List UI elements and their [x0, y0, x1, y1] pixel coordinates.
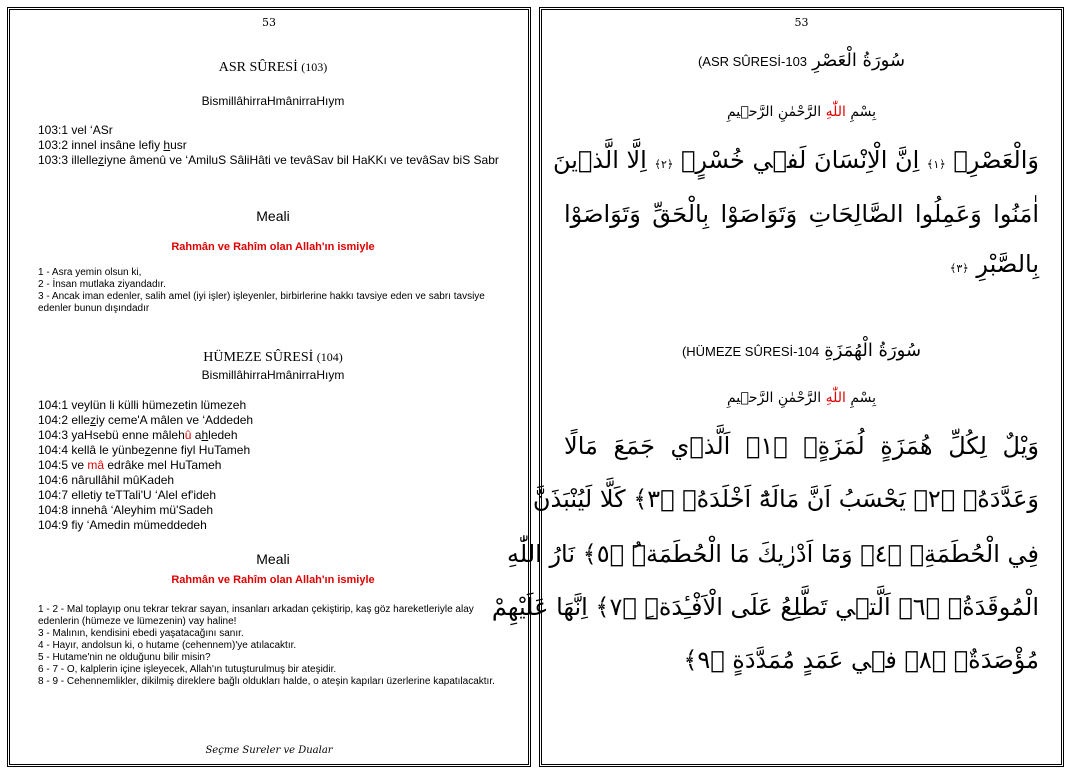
- asr-meaning-1: 1 - Asra yemin olsun ki,: [38, 267, 142, 278]
- asr-arabic-line-1: وَالْعَصْرِۙ ﴿١﴾ اِنَّ الْاِنْسَانَ لَف۪ي خُسْرٍۙ ﴿٢﴾ اِلَّا الَّذ۪ينَ: [552, 146, 1039, 174]
- left-footer: Seçme Sureler ve Dualar: [205, 745, 333, 756]
- asr-heading-arabic: سُورَةُ الْعَصْرِ: [812, 50, 906, 71]
- asr-meanings: [38, 267, 508, 315]
- humeze-verse-2: 104:2 elleziy ceme'A mâlen ve ‘Addedeh: [38, 413, 254, 427]
- asr-meali-heading: Meali: [256, 208, 290, 224]
- asr-verse-1: 103:1 vel ‘ASr: [38, 123, 113, 137]
- humeze-arabic-line-5: مُؤْصَدَةٌۙ ﴿٨﴾ ف۪ي عَمَدٍ مُمَدَّدَةٍ ﴿٩﴾: [683, 646, 1039, 674]
- humeze-arabic-line-3: فِي الْحُطَمَةِۘ ﴿٤﴾ وَمَٓا اَدْرٰيكَ مَا الْحُطَمَةُۜ ﴿٥﴾ نَارُ اللّٰهِ: [507, 540, 1039, 568]
- humeze-arabic-line-4: الْمُوقَدَةُۙ ﴿٦﴾ اَلَّت۪ي تَطَّلِعُ عَلَى الْاَفْـِٔدَةِۜ ﴿٧﴾ اِنَّهَا عَلَيْهِمْ: [491, 593, 1039, 621]
- humeze-meaning-2: 3 - Malının, kendisini ebedi yaşatacağını sanır.: [38, 628, 244, 639]
- humeze-title-number: (104): [316, 350, 343, 364]
- asr-title-number: (103): [301, 60, 328, 74]
- asr-verses: [38, 123, 508, 168]
- left-page-number: 53: [262, 16, 276, 29]
- asr-verse-3: 103:3 illelleziyne âmenû ve ‘AmiluS SâliHâti ve tevâSav bil HaKKı ve tevâSav biS Sabr: [38, 153, 499, 167]
- humeze-arabic-line-2: وَعَدَّدَهُۙ ﴿٢﴾ يَحْسَبُ اَنَّ مَالَهُٓ اَخْلَدَهُۚ ﴿٣﴾ كَلَّا لَيُنْبَذَنَّ: [532, 485, 1039, 513]
- asr-title: [38, 60, 508, 76]
- humeze-meaning-4: 5 - Hutame'nin ne olduğunu bilir misin?: [38, 652, 211, 663]
- asr-bismillah: BismillâhirraHmânirraHıym: [201, 94, 345, 108]
- humeze-verse-6: 104:6 nârullâhil mûKadeh: [38, 473, 175, 487]
- humeze-meali-heading: Meali: [256, 551, 290, 567]
- humeze-meaning-6: 8 - 9 - Cehennemlikler, dikilmiş direklere bağlı oldukları halde, o ateşin kapıları üzerlerine kapatılacaktır.: [38, 676, 495, 687]
- humeze-verse-4: 104:4 kellâ le yünbezenne fiyl HuTameh: [38, 443, 251, 457]
- humeze-bismillah: BismillâhirraHmânirraHıym: [201, 368, 345, 382]
- humeze-verse-8: 104:8 innehâ ‘Aleyhim mü'Sadeh: [38, 503, 214, 517]
- asr-arabic-bismillah: بِسْمِ اللّٰهِ الرَّحْمٰنِ الرَّح۪يمِ: [726, 104, 877, 120]
- humeze-arabic-line-1: وَيْلٌ لِكُلِّ هُمَزَةٍ لُمَزَةٍۙ ﴿١﴾ اَلَّذ۪ي جَمَعَ مَالًا: [564, 432, 1039, 460]
- right-page: [491, 7, 1064, 767]
- humeze-verse-9: 104:9 fiy ‘Amedin mümeddedeh: [38, 518, 207, 532]
- humeze-meaning-5: 6 - 7 - O, kalplerin içine işleyecek, Allah'ın tutuşturulmuş bir ateşidir.: [38, 664, 337, 675]
- asr-title-text: ASR SÛRESİ: [218, 60, 298, 75]
- humeze-heading-latin: (HÜMEZE SÛRESİ-104: [681, 344, 820, 359]
- left-page: [7, 7, 531, 767]
- humeze-meanings: [38, 604, 508, 688]
- asr-rahman-line: Rahmân ve Rahîm olan Allah'ın ismiyle: [171, 241, 375, 253]
- asr-meaning-2: 2 - İnsan mutlaka ziyandadır.: [38, 279, 166, 290]
- humeze-meaning-3: 4 - Hayır, andolsun ki, o hutame (cehennem)'ye atılacaktır.: [38, 640, 297, 651]
- humeze-verse-3: 104:3 yaHsebü enne mâlehû ahledeh: [38, 428, 238, 442]
- right-page-number: 53: [794, 16, 809, 29]
- asr-verse-2: 103:2 innel insâne lefiy husr: [38, 138, 187, 152]
- humeze-arabic-heading: [542, 340, 1061, 361]
- humeze-title: [38, 350, 508, 366]
- asr-meaning-3: 3 - Ancak iman edenler, salih amel (iyi işler) işleyenler, birbirlerine hakkı tavsiye eden ve sabrı tavsiye edenler bunun dışındadır: [38, 291, 485, 314]
- humeze-heading-arabic: سُورَةُ الْهُمَزَةِ: [824, 340, 922, 361]
- asr-arabic-heading: [542, 50, 1061, 71]
- asr-heading-latin: (ASR SÛRESİ-103: [697, 54, 808, 69]
- humeze-arabic-bismillah: بِسْمِ اللّٰهِ الرَّحْمٰنِ الرَّح۪يمِ: [726, 390, 877, 406]
- humeze-verse-5: 104:5 ve mâ edrâke mel HuTameh: [38, 458, 222, 472]
- humeze-rahman-line: Rahmân ve Rahîm olan Allah'ın ismiyle: [171, 574, 375, 586]
- humeze-verses: [38, 398, 508, 533]
- asr-arabic-line-3: بِالصَّبْرِ ﴿٣﴾: [949, 250, 1039, 278]
- humeze-verse-1: 104:1 veylün li külli hümezetin lümezeh: [38, 398, 247, 412]
- humeze-title-text: HÜMEZE SÛRESİ: [203, 350, 314, 365]
- humeze-meaning-1: 1 - 2 - Mal toplayıp onu tekrar tekrar sayan, insanları arkadan çekiştirip, kaş göz hareketleriyle alay edenlerin (hümeze ve lümezenin) vay haline!: [38, 604, 474, 627]
- humeze-verse-7: 104:7 elletiy teTTali'U ‘Alel ef'ideh: [38, 488, 217, 502]
- asr-arabic-line-2: اٰمَنُوا وَعَمِلُوا الصَّالِحَاتِ وَتَوَاصَوْا بِالْحَقِّ وَتَوَاصَوْا: [564, 200, 1039, 228]
